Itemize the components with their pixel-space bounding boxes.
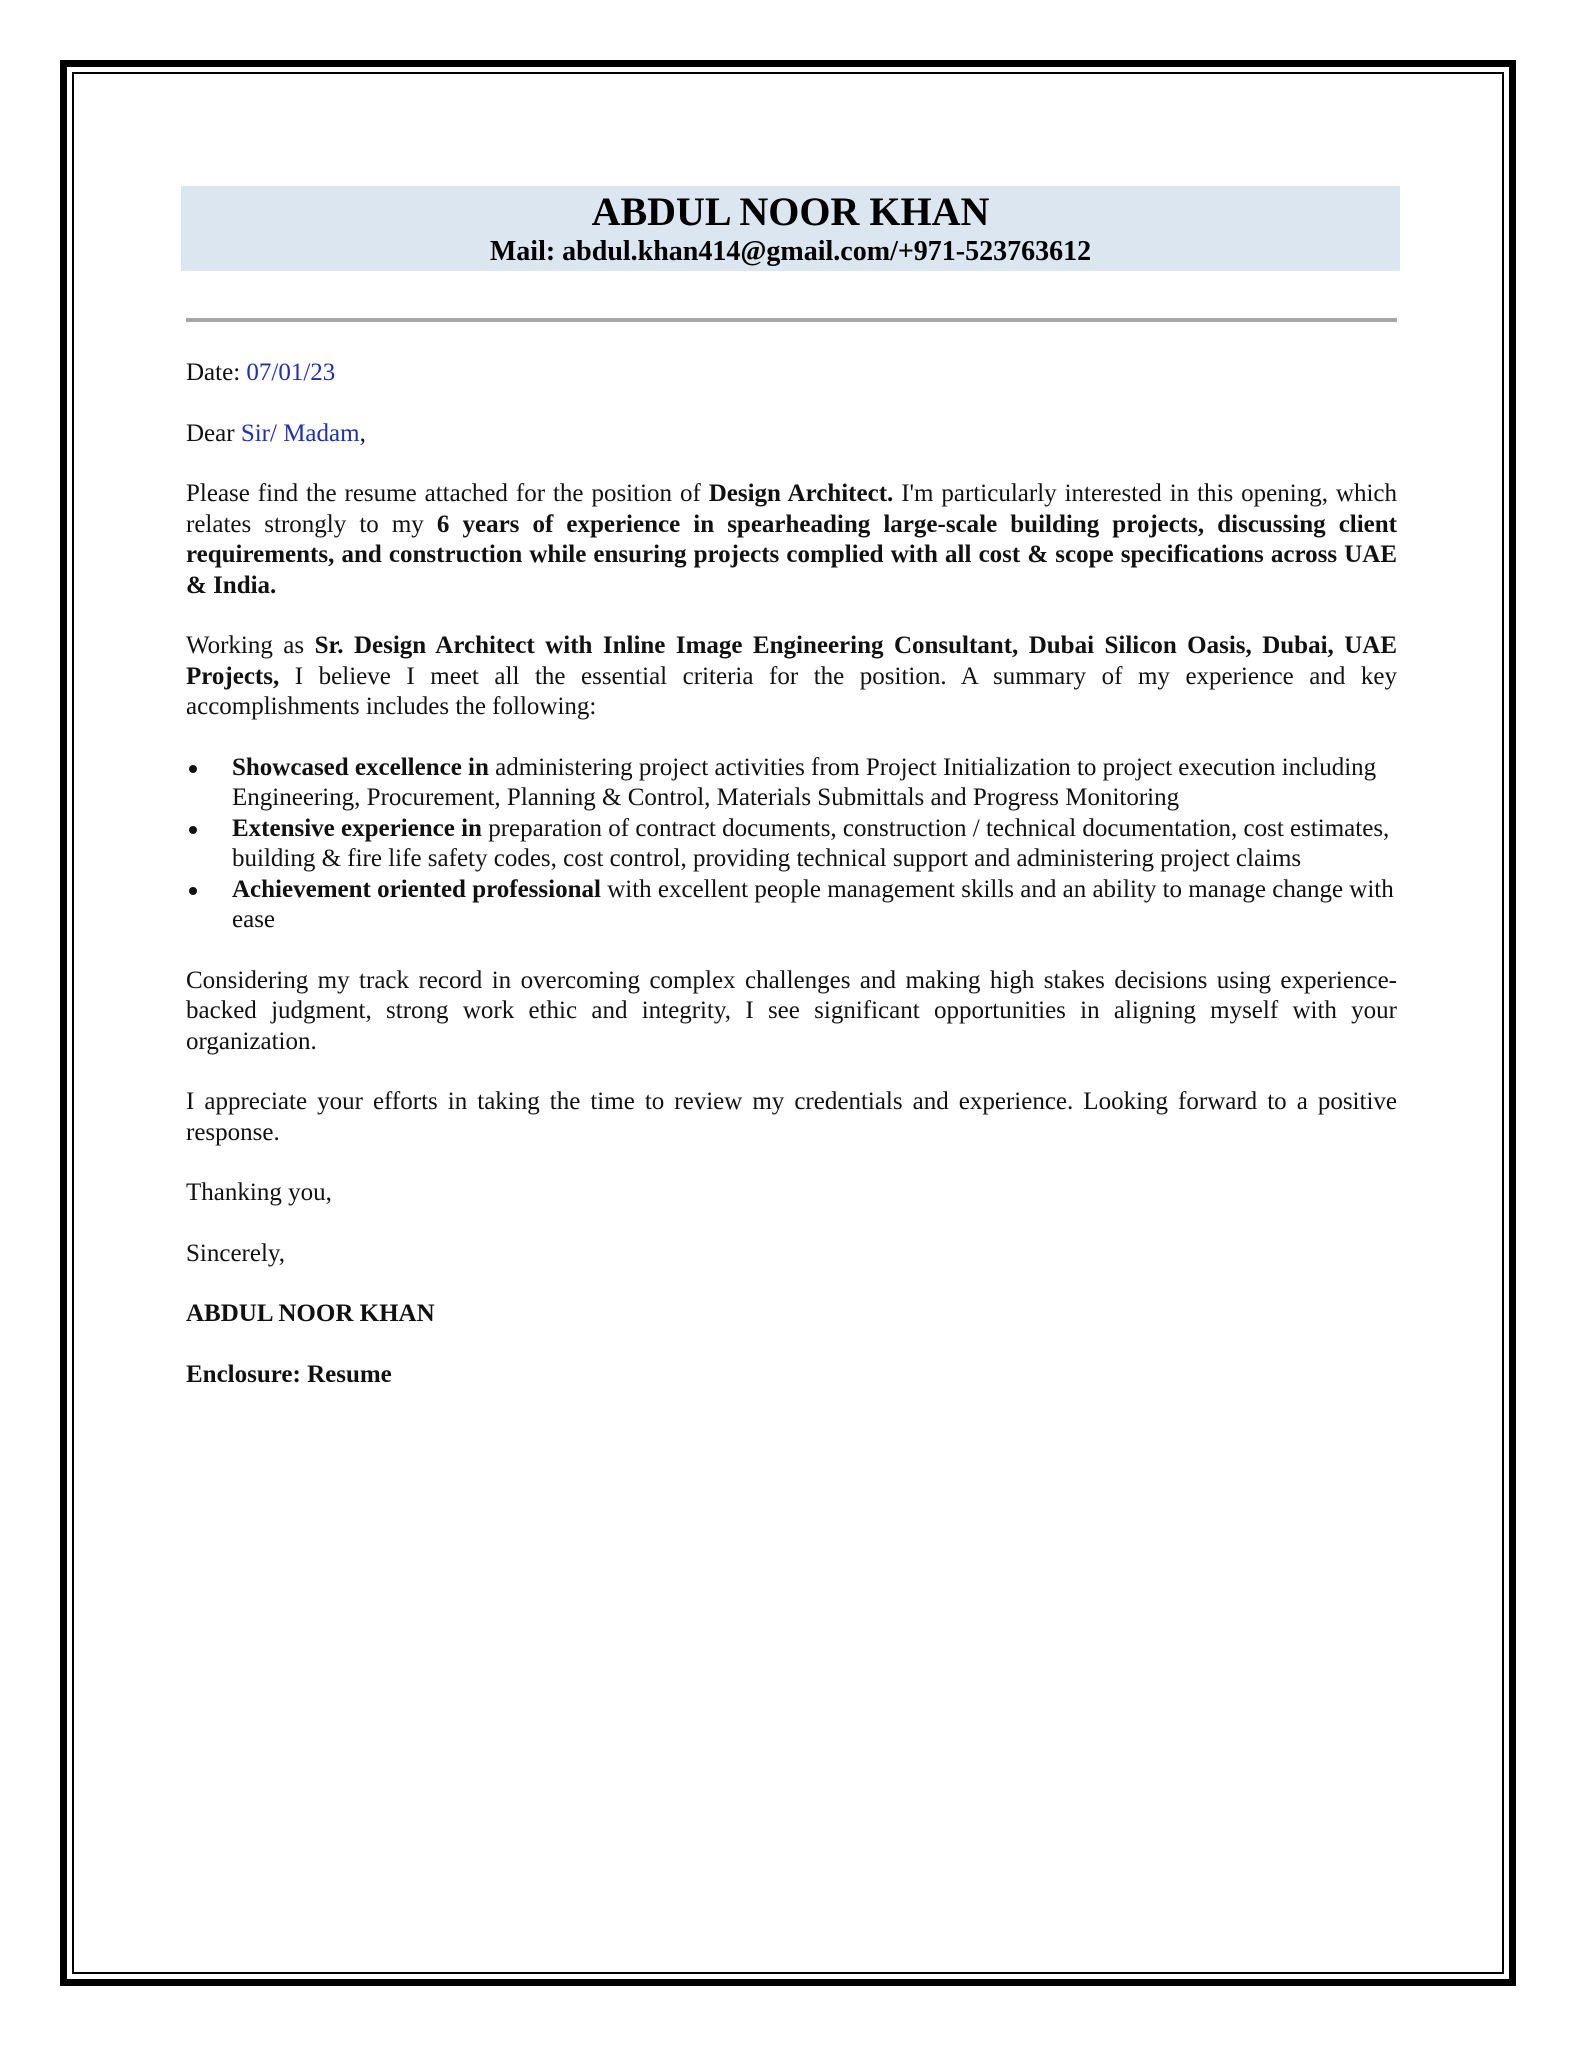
- para1-experience: 6 years of experience in spearheading large-scale building projects, discussing client requirements, and construction while ensuring projects complied with all cost & scope specifications across UAE & India.: [186, 510, 1398, 599]
- paragraph-appreciation: I appreciate your efforts in taking the time to review my credentials and experience. Looking forward to a positive response.: [186, 1088, 1397, 1146]
- para2-role: Sr. Design Architect with Inline Image Engineering Consultant, Dubai Silicon Oasis, Dubai, UAE Projects,: [186, 632, 1397, 690]
- bullet-text: administering project activities from Project Initialization to project execution including Engineering, Procurement, Planning & Control, Materials Submittals and Progress Monitoring: [232, 753, 1377, 811]
- para1-text-2: I'm particularly interested in this opening, which relates strongly to my: [186, 480, 1397, 538]
- applicant-name: ABDUL NOOR KHAN: [591, 189, 990, 234]
- list-item: [186, 753, 1397, 814]
- bullet-icon: [189, 826, 197, 834]
- para2-text-2: I believe I meet all the essential criteria for the position. A summary of my experience and key accomplishments includes the following:: [186, 662, 1397, 720]
- para2-text-1: Working as: [186, 632, 315, 659]
- paragraph-intro: [186, 479, 1397, 601]
- date-value: 07/01/23: [246, 359, 336, 386]
- date-label: Date:: [186, 359, 247, 386]
- list-item: [186, 875, 1397, 936]
- closing-thanks: Thanking you,: [186, 1179, 332, 1206]
- letter-body: [186, 358, 1397, 1420]
- bullet-icon: [189, 765, 197, 773]
- salutation-name: Sir/ Madam: [240, 419, 360, 447]
- bullet-icon: [189, 887, 197, 895]
- closing-sincerely: Sincerely,: [186, 1239, 286, 1267]
- bullet-heading: Extensive experience in: [232, 814, 482, 842]
- paragraph-track-record: Considering my track record in overcoming complex challenges and making high stakes decisions using experience-backed judgment, strong work ethic and integrity, I see significant opportunities in aligning myself with your organization.: [186, 966, 1397, 1055]
- para1-text-1: Please find the resume attached for the position of: [186, 480, 709, 507]
- enclosure-line: [186, 1360, 1397, 1391]
- salutation: [186, 419, 1397, 450]
- header-band: [181, 186, 1400, 271]
- bullet-text: preparation of contract documents, construction / technical documentation, cost estimates, building & fire life safety codes, cost control, providing technical support and administering project claims: [232, 814, 1390, 872]
- accomplishments-list: [186, 753, 1397, 936]
- signature-name: [186, 1299, 1397, 1330]
- bullet-heading: Achievement oriented professional: [232, 875, 601, 903]
- header-divider: [186, 318, 1397, 322]
- bullet-text: with excellent people management skills and an ability to manage change with ease: [232, 875, 1394, 933]
- bullet-heading: Showcased excellence in: [232, 753, 489, 781]
- salutation-prefix: Dear: [186, 419, 241, 447]
- paragraph-current-role: [186, 631, 1397, 723]
- signature-text: ABDUL NOOR KHAN: [186, 1300, 435, 1327]
- salutation-suffix: ,: [359, 419, 366, 447]
- para1-position: Design Architect.: [708, 480, 894, 507]
- date-line: [186, 358, 1397, 389]
- contact-line: Mail: abdul.khan414@gmail.com/+971-523763612: [489, 236, 1092, 267]
- enclosure-text: Enclosure: Resume: [186, 1360, 392, 1388]
- list-item: [186, 814, 1397, 875]
